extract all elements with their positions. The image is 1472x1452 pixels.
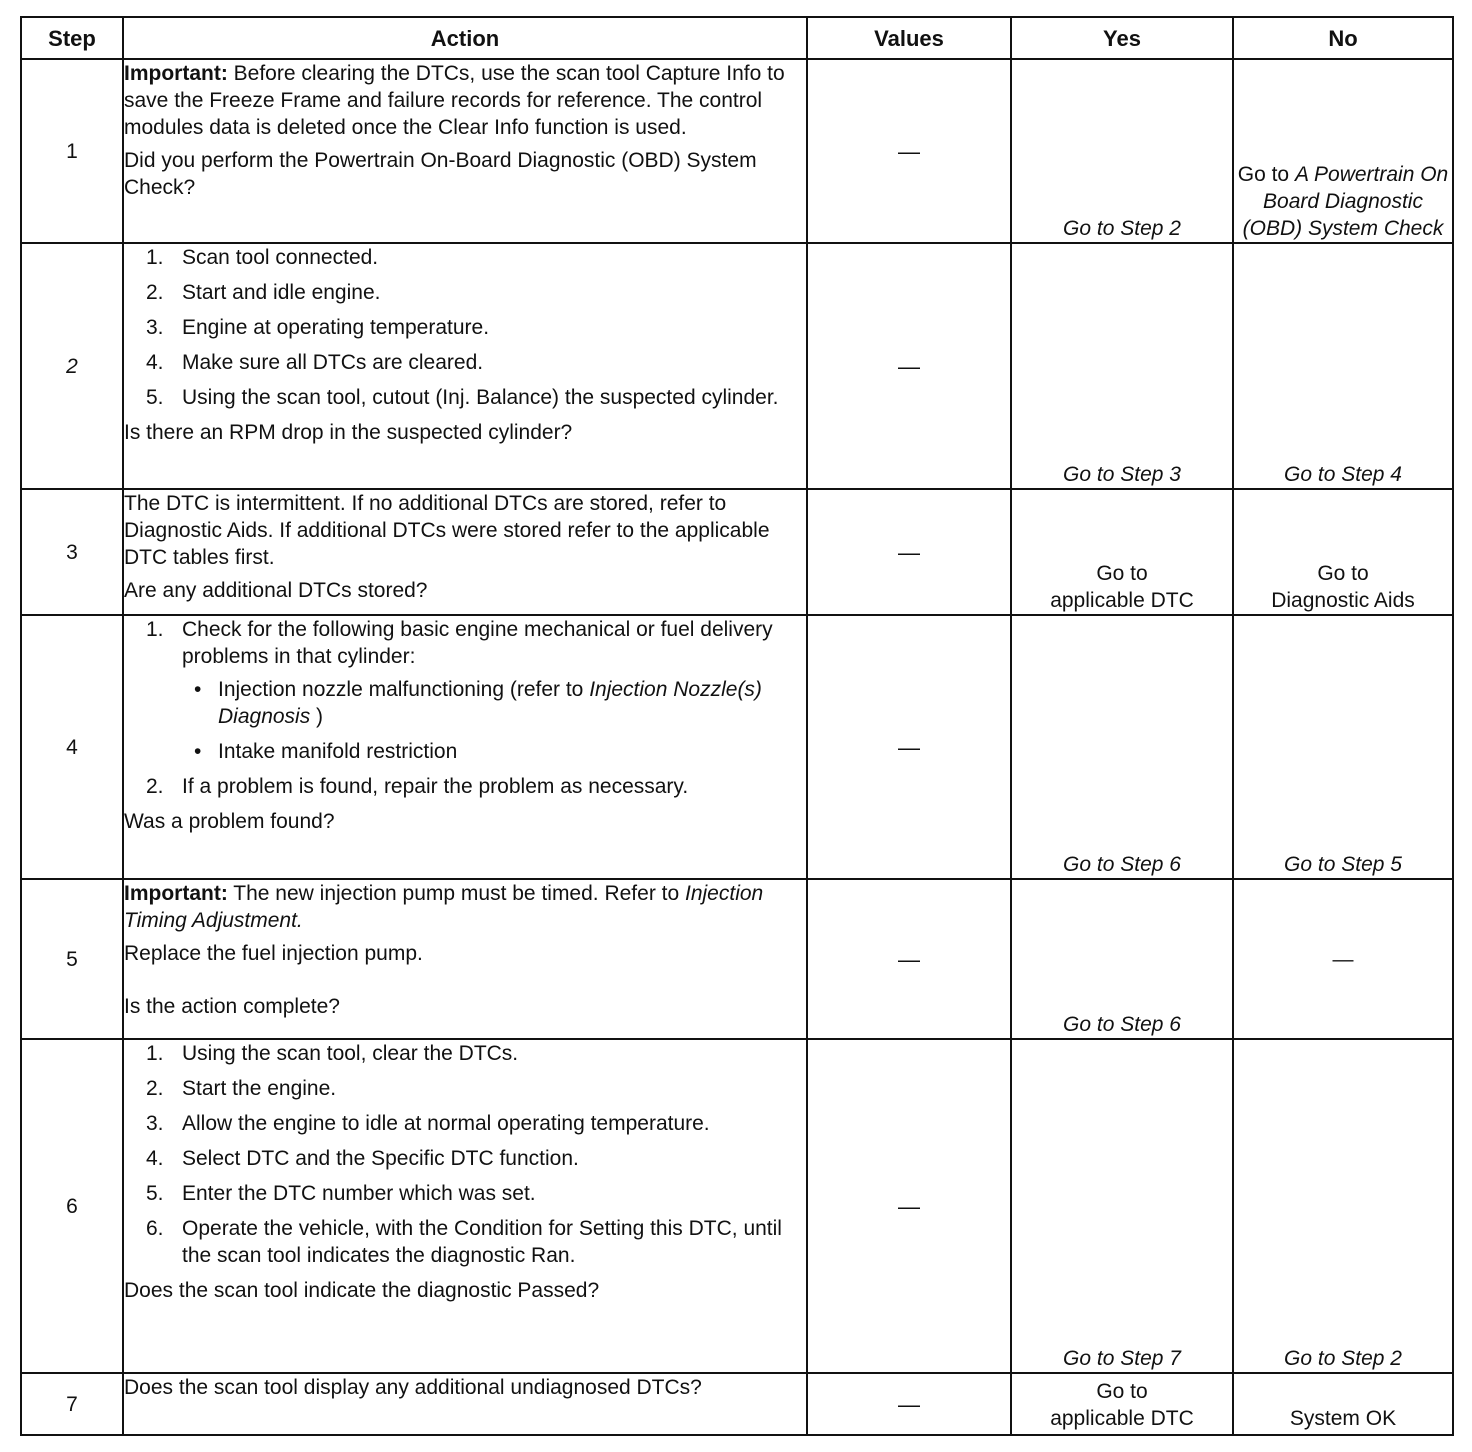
header-action: Action [123, 17, 807, 59]
header-values: Values [807, 17, 1011, 59]
yes-link[interactable]: Go to Step 2 [1063, 217, 1181, 240]
list-item [124, 244, 806, 271]
values-cell: — [807, 1039, 1011, 1373]
step-number: 1 [21, 59, 123, 243]
question-text: Is there an RPM drop in the suspected cylinder? [124, 421, 573, 444]
list-item [124, 1040, 806, 1067]
list-item-text: Check for the following basic engine mechanical or fuel delivery problems in that cylinder: [182, 618, 773, 668]
no-line-1[interactable]: Go to [1317, 562, 1369, 585]
no-line-2[interactable]: Diagnostic Aids [1271, 589, 1415, 612]
bullet-item [182, 738, 806, 765]
procedure-list [124, 616, 806, 800]
values-cell: — [807, 59, 1011, 243]
list-item [124, 279, 806, 306]
important-text: The new injection pump must be timed. Refer to [227, 882, 685, 905]
list-item-number: 3. [146, 316, 164, 339]
yes-line-1[interactable]: Go to [1096, 562, 1148, 585]
yes-line-2[interactable]: applicable DTC [1050, 1407, 1194, 1430]
list-item [124, 384, 806, 411]
question-text: Does the scan tool indicate the diagnostic Passed? [124, 1279, 600, 1302]
table-row [21, 615, 1453, 879]
list-item-number: 2. [146, 281, 164, 304]
list-item-text: Select DTC and the Specific DTC function. [182, 1147, 579, 1170]
table-row [21, 1373, 1453, 1435]
list-item [124, 773, 806, 800]
table-row [21, 879, 1453, 1039]
no-cell [1233, 615, 1453, 879]
action-cell [123, 879, 807, 1039]
list-item [124, 1145, 806, 1172]
important-note [124, 880, 806, 934]
list-item-number: 6. [146, 1217, 164, 1240]
procedure-list [124, 244, 806, 411]
action-cell [123, 1039, 807, 1373]
list-item-text: Enter the DTC number which was set. [182, 1182, 536, 1205]
list-item-number: 2. [146, 1077, 164, 1100]
action-cell [123, 59, 807, 243]
list-item-text: Make sure all DTCs are cleared. [182, 351, 484, 374]
no-link[interactable]: A Powertrain On Board Diagnostic (OBD) System Check [1242, 163, 1449, 240]
list-item-text: Engine at operating temperature. [182, 316, 490, 339]
no-link[interactable]: Go to Step 4 [1284, 463, 1402, 486]
action-cell [123, 489, 807, 615]
values-cell: — [807, 879, 1011, 1039]
yes-link[interactable]: Go to Step 3 [1063, 463, 1181, 486]
bullet-text: Intake manifold restriction [218, 740, 458, 763]
question-text: Are any additional DTCs stored? [124, 579, 428, 602]
yes-link[interactable]: Go to Step 7 [1063, 1347, 1181, 1370]
list-item [124, 616, 806, 765]
step-number: 7 [21, 1373, 123, 1435]
spacer [124, 973, 806, 993]
list-item-text: Operate the vehicle, with the Condition for Setting this DTC, until the scan tool indicates the diagnostic Ran. [182, 1217, 782, 1267]
bullet-link[interactable]: Injection Nozzle(s) Diagnosis [218, 678, 762, 728]
description-text: The DTC is intermittent. If no additional DTCs are stored, refer to Diagnostic Aids. If additional DTCs were stored refer to the applicable DTC tables first. [124, 492, 770, 569]
step-number: 3 [21, 489, 123, 615]
yes-link[interactable]: Go to Step 6 [1063, 1013, 1181, 1036]
list-item-number: 5. [146, 386, 164, 409]
list-item-number: 3. [146, 1112, 164, 1135]
bullet-prefix: Injection nozzle malfunctioning (refer to [218, 678, 590, 701]
yes-link[interactable]: Go to Step 6 [1063, 853, 1181, 876]
bullet-list [182, 676, 806, 765]
header-yes: Yes [1011, 17, 1233, 59]
list-item-text: Start the engine. [182, 1077, 337, 1100]
table-row [21, 489, 1453, 615]
bullet-icon: • [194, 740, 202, 763]
table-row [21, 59, 1453, 243]
list-item [124, 1075, 806, 1102]
yes-cell [1011, 1373, 1233, 1435]
step-number: 2 [21, 243, 123, 489]
question-text: Did you perform the Powertrain On-Board Diagnostic (OBD) System Check? [124, 149, 757, 199]
list-item [124, 314, 806, 341]
yes-line-1[interactable]: Go to [1096, 1380, 1148, 1403]
list-item-number: 4. [146, 1147, 164, 1170]
bullet-icon: • [194, 678, 202, 701]
no-link[interactable]: Go to Step 2 [1284, 1347, 1402, 1370]
values-cell: — [807, 489, 1011, 615]
table-row [21, 1039, 1453, 1373]
header-row [21, 17, 1453, 59]
no-text: System OK [1289, 1407, 1397, 1430]
yes-cell [1011, 489, 1233, 615]
action-cell [123, 1373, 807, 1435]
header-step: Step [21, 17, 123, 59]
list-item-text: Using the scan tool, cutout (Inj. Balance) the suspected cylinder. [182, 386, 779, 409]
list-item [124, 1180, 806, 1207]
list-item-number: 1. [146, 246, 164, 269]
question-text: Does the scan tool display any additional undiagnosed DTCs? [124, 1376, 702, 1399]
list-item-number: 5. [146, 1182, 164, 1205]
yes-line-2[interactable]: applicable DTC [1050, 589, 1194, 612]
yes-cell [1011, 59, 1233, 243]
diagnostic-table [20, 16, 1454, 1436]
list-item [124, 349, 806, 376]
no-cell [1233, 489, 1453, 615]
list-item-text: Start and idle engine. [182, 281, 381, 304]
bullet-suffix: ) [310, 705, 324, 728]
list-item-text: If a problem is found, repair the problem as necessary. [182, 775, 689, 798]
header-no: No [1233, 17, 1453, 59]
step-number: 4 [21, 615, 123, 879]
no-link[interactable]: Go to Step 5 [1284, 853, 1402, 876]
important-link[interactable]: Injection Timing Adjustment. [124, 882, 764, 932]
important-note [124, 60, 806, 141]
list-item-text: Scan tool connected. [182, 246, 379, 269]
important-text: Before clearing the DTCs, use the scan tool Capture Info to save the Freeze Frame and failure records for reference. The control modules data is deleted once the Clear Info function is used. [124, 62, 785, 139]
step-number: 6 [21, 1039, 123, 1373]
no-cell [1233, 243, 1453, 489]
list-item-number: 2. [146, 775, 164, 798]
list-item [124, 1110, 806, 1137]
bullet-item [182, 676, 806, 730]
list-item-number: 1. [146, 1042, 164, 1065]
yes-cell [1011, 879, 1233, 1039]
action-cell [123, 615, 807, 879]
question-text: Was a problem found? [124, 810, 335, 833]
no-prefix: Go to [1237, 163, 1295, 186]
important-label: Important: [124, 62, 228, 85]
action-text: Replace the fuel injection pump. [124, 942, 423, 965]
list-item-text: Using the scan tool, clear the DTCs. [182, 1042, 519, 1065]
question-text: Is the action complete? [124, 995, 340, 1018]
list-item-number: 1. [146, 618, 164, 641]
no-cell [1233, 1039, 1453, 1373]
no-cell: — [1233, 879, 1453, 1039]
table-row [21, 243, 1453, 489]
no-cell [1233, 1373, 1453, 1435]
step-number: 5 [21, 879, 123, 1039]
important-label: Important: [124, 882, 228, 905]
list-item-text: Allow the engine to idle at normal operating temperature. [182, 1112, 710, 1135]
action-cell [123, 243, 807, 489]
no-cell [1233, 59, 1453, 243]
yes-cell [1011, 243, 1233, 489]
values-cell: — [807, 243, 1011, 489]
yes-cell [1011, 615, 1233, 879]
procedure-list [124, 1040, 806, 1269]
list-item-number: 4. [146, 351, 164, 374]
values-cell: — [807, 1373, 1011, 1435]
list-item [124, 1215, 806, 1269]
values-cell: — [807, 615, 1011, 879]
yes-cell [1011, 1039, 1233, 1373]
